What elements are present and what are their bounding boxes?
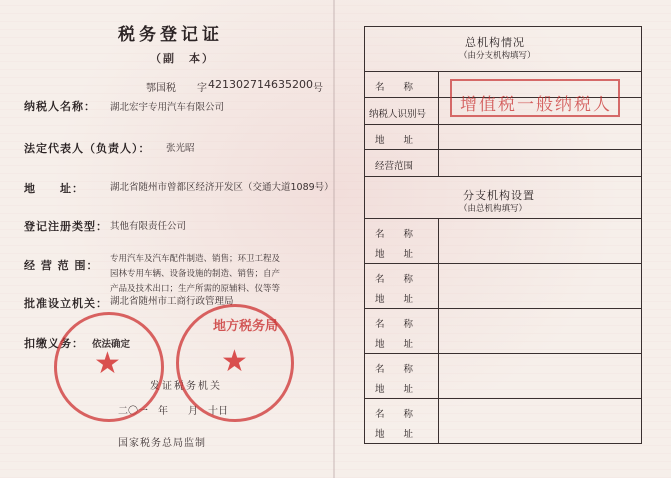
branch-note: （由总机构填写） — [459, 204, 528, 214]
branch-5-addr-label: 地 址 — [375, 429, 414, 440]
approval-label: 批准设立机关： — [24, 297, 108, 310]
vat-stamp — [450, 79, 620, 117]
address-label: 地 址： — [24, 182, 84, 195]
issuer-label: 发证税务机关 — [150, 381, 222, 392]
tax-seal-right — [176, 304, 294, 422]
branch-1-name-label: 名 称 — [375, 229, 414, 240]
branch-2-name-label: 名 称 — [375, 274, 414, 285]
branch-3-name-label: 名 称 — [375, 319, 414, 330]
seal-star-icon: ★ — [94, 346, 121, 381]
supervisor-text: 国家税务总局监制 — [118, 438, 206, 449]
legal-rep-label: 法定代表人（负责人）： — [24, 142, 151, 155]
branch-2-addr-label: 地 址 — [375, 294, 414, 305]
withholding-label: 扣缴义务： — [24, 337, 84, 350]
hq-row-address: 地 址 — [375, 135, 414, 146]
hq-row-taxid: 纳税人识别号 — [369, 109, 427, 120]
seal-right-text: 地方税务局 — [213, 319, 279, 334]
scope-line-3: 产品及技术出口；生产所需的原辅料、仪等等 — [110, 284, 281, 294]
address: 湖北省随州市曾都区经济开发区（交通大道1089号） — [110, 182, 334, 193]
reg-type: 其他有限责任公司 — [110, 221, 187, 232]
approval: 湖北省随州市工商行政管理局 — [110, 296, 234, 307]
taxpayer-name: 湖北宏宇专用汽车有限公司 — [110, 102, 225, 113]
hq-row-scope: 经营范围 — [375, 161, 414, 172]
withholding: 依法确定 — [92, 339, 131, 350]
branch-4-addr-label: 地 址 — [375, 384, 414, 395]
branch-4-name-label: 名 称 — [375, 364, 414, 375]
scope-label: 经 营 范 围： — [24, 259, 99, 272]
vat-stamp-text: 增值税一般纳税人 — [460, 95, 612, 115]
reg-type-label: 登记注册类型： — [24, 220, 108, 233]
reg-number: 421302714635200 — [208, 78, 313, 91]
legal-rep: 张光昭 — [166, 143, 195, 154]
seal-star-icon: ★ — [221, 344, 248, 379]
reg-suffix: 号 — [313, 83, 323, 94]
certificate-subtitle: （副 本） — [150, 52, 215, 65]
fold-line — [333, 0, 335, 478]
tax-seal-left — [54, 312, 164, 422]
hq-note: （由分支机构填写） — [459, 51, 536, 61]
branch-1-addr-label: 地 址 — [375, 249, 414, 260]
hq-row-name: 名 称 — [375, 82, 414, 93]
hq-title: 总机构情况 — [465, 36, 525, 49]
branch-3-addr-label: 地 址 — [375, 339, 414, 350]
scope-line-2: 园林专用车辆、设备设施的制造、销售；自产 — [110, 269, 281, 279]
branch-title: 分支机构设置 — [463, 189, 535, 202]
taxpayer-name-label: 纳税人名称： — [24, 100, 96, 113]
branch-5-name-label: 名 称 — [375, 409, 414, 420]
scope-line-1: 专用汽车及汽车配件制造、销售；环卫工程及 — [110, 254, 281, 264]
issue-date: 二〇一 年 月 十日 — [118, 406, 228, 417]
reg-prefix: 鄂国税 — [146, 83, 176, 94]
certificate-title: 税务登记证 — [118, 25, 223, 45]
reg-char: 字 — [197, 83, 207, 94]
